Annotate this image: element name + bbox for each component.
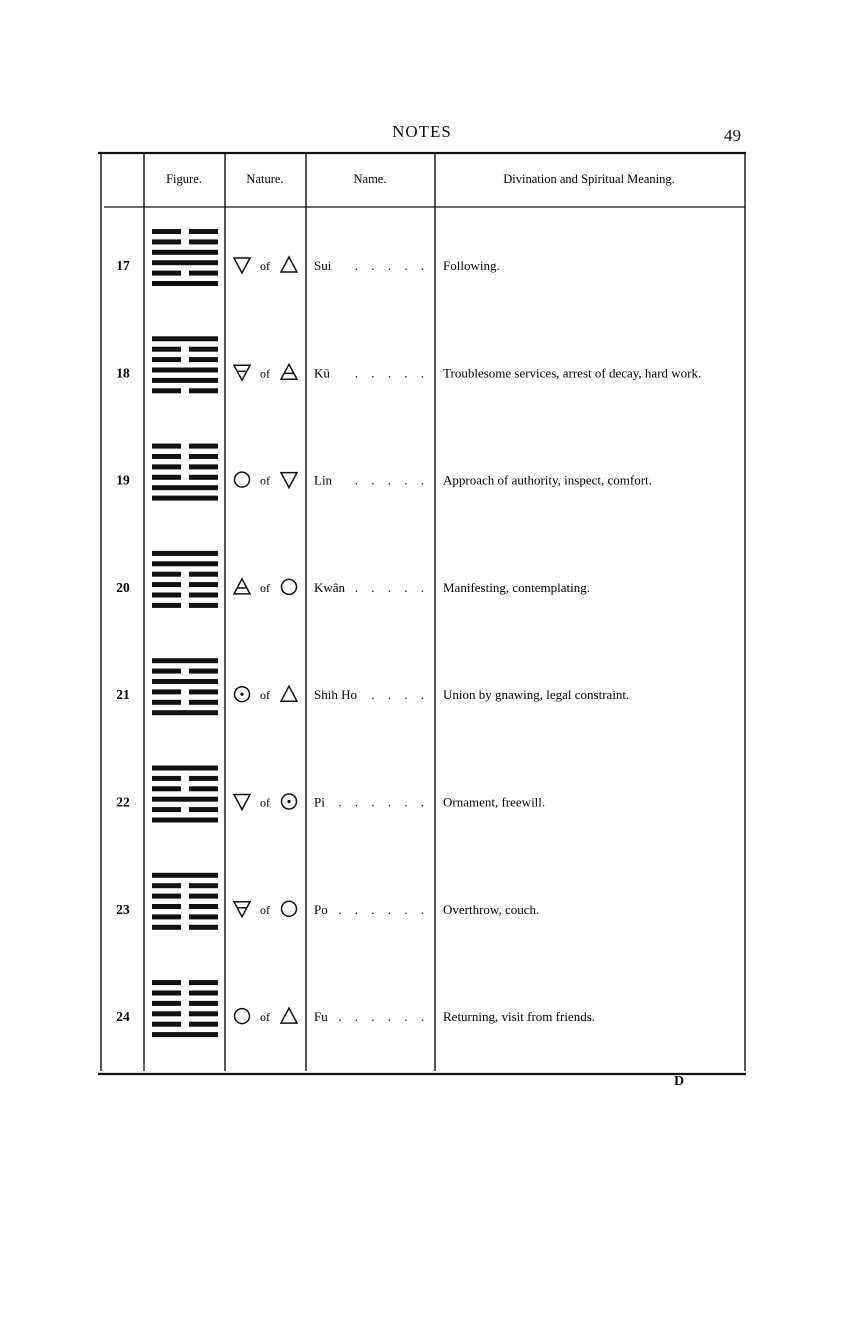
- broken-line-left: [152, 239, 181, 244]
- solid-line: [152, 818, 218, 823]
- leader-dots: . . . .: [371, 687, 429, 703]
- sun-symbol-icon: [282, 794, 297, 809]
- nature-of-label: of: [260, 580, 270, 595]
- broken-line-left: [152, 700, 181, 705]
- water-symbol-icon: [281, 473, 297, 488]
- hexagram-figure: [152, 980, 218, 1037]
- broken-line-left: [152, 669, 181, 674]
- solid-line: [152, 551, 218, 556]
- header-figure: Figure.: [166, 172, 202, 186]
- broken-line-right: [189, 669, 218, 674]
- header-meaning: Divination and Spiritual Meaning.: [503, 172, 675, 186]
- water-symbol-icon: [234, 795, 250, 810]
- table-row: [116, 873, 539, 930]
- earth-symbol-icon: [234, 902, 250, 917]
- broken-line-right: [189, 925, 218, 930]
- hexagram-figure: [152, 336, 218, 393]
- hexagram-name: Lin: [314, 472, 333, 488]
- fire-symbol-icon: [281, 257, 297, 272]
- solid-line: [152, 658, 218, 663]
- table-row: [116, 336, 701, 393]
- row-number: 17: [116, 258, 130, 273]
- broken-line-left: [152, 786, 181, 791]
- broken-line-left: [152, 347, 181, 352]
- hexagram-figure: [152, 873, 218, 930]
- row-number: 20: [116, 579, 130, 595]
- broken-line-left: [152, 1001, 181, 1006]
- header-nature: Nature.: [246, 172, 284, 186]
- hexagram-name: Kū: [314, 365, 330, 381]
- broken-line-left: [152, 271, 181, 276]
- broken-line-left: [152, 1011, 181, 1016]
- broken-line-left: [152, 464, 181, 469]
- broken-line-right: [189, 229, 218, 234]
- broken-line-left: [152, 776, 181, 781]
- broken-line-left: [152, 572, 181, 577]
- broken-line-left: [152, 689, 181, 694]
- broken-line-right: [189, 689, 218, 694]
- broken-line-right: [189, 388, 218, 393]
- solid-line: [152, 710, 218, 715]
- broken-line-right: [189, 1022, 218, 1027]
- broken-line-left: [152, 807, 181, 812]
- air-symbol-icon: [234, 579, 250, 594]
- row-number: 21: [116, 687, 130, 703]
- row-number: 22: [116, 794, 130, 810]
- hexagram-figure: [152, 444, 218, 501]
- broken-line-right: [189, 347, 218, 352]
- table-row: [116, 658, 629, 715]
- broken-line-left: [152, 229, 181, 234]
- leader-dots: . . . . . .: [338, 1009, 429, 1025]
- solid-line: [152, 250, 218, 255]
- hexagram-name: Kwân: [314, 579, 346, 595]
- broken-line-left: [152, 582, 181, 587]
- water-symbol-icon: [234, 258, 250, 273]
- hexagram-figure: [152, 229, 218, 286]
- divination-meaning: Troublesome services, arrest of decay, hard work.: [443, 365, 702, 381]
- circle-symbol-icon: [235, 1009, 250, 1024]
- broken-line-right: [189, 603, 218, 608]
- broken-line-right: [189, 475, 218, 480]
- leader-dots: . . . . .: [354, 472, 429, 488]
- hexagram-figure: [152, 551, 218, 608]
- solid-line: [152, 336, 218, 341]
- broken-line-right: [189, 1011, 218, 1016]
- circle-symbol-icon: [282, 579, 297, 594]
- table-rows: [116, 229, 701, 1037]
- broken-line-right: [189, 776, 218, 781]
- broken-line-right: [189, 239, 218, 244]
- table-row: [116, 444, 652, 501]
- broken-line-right: [189, 271, 218, 276]
- hexagram-name: Sui: [314, 258, 332, 273]
- nature-of-label: of: [260, 1010, 270, 1025]
- broken-line-right: [189, 807, 218, 812]
- table-row: [116, 980, 595, 1037]
- solid-line: [152, 260, 218, 265]
- leader-dots: . . . . . .: [338, 794, 429, 810]
- nature-of-label: of: [260, 688, 270, 703]
- broken-line-right: [189, 464, 218, 469]
- solid-line: [152, 281, 218, 286]
- solid-line: [152, 873, 218, 878]
- header-name: Name.: [353, 172, 387, 186]
- broken-line-right: [189, 582, 218, 587]
- row-number: 19: [116, 472, 130, 488]
- broken-line-left: [152, 1022, 181, 1027]
- earth-symbol-icon: [234, 365, 250, 380]
- broken-line-right: [189, 1001, 218, 1006]
- broken-line-right: [189, 904, 218, 909]
- air-symbol-icon: [281, 364, 297, 379]
- broken-line-right: [189, 593, 218, 598]
- broken-line-left: [152, 914, 181, 919]
- nature-of-label: of: [260, 473, 270, 488]
- hexagram-name: Fu: [314, 1009, 328, 1025]
- divination-meaning: Manifesting, contemplating.: [443, 579, 590, 595]
- divination-meaning: Approach of authority, inspect, comfort.: [443, 472, 652, 488]
- broken-line-right: [189, 444, 218, 449]
- fire-symbol-icon: [281, 686, 297, 701]
- broken-line-left: [152, 388, 181, 393]
- sun-symbol-icon: [235, 687, 250, 702]
- broken-line-right: [189, 357, 218, 362]
- nature-of-label: of: [260, 259, 270, 273]
- broken-line-left: [152, 357, 181, 362]
- divination-meaning: Overthrow, couch.: [443, 901, 540, 917]
- broken-line-right: [189, 980, 218, 985]
- row-number: 23: [116, 901, 130, 917]
- nature-of-label: of: [260, 366, 270, 381]
- solid-line: [152, 485, 218, 490]
- circle-symbol-icon: [235, 472, 250, 487]
- solid-line: [152, 766, 218, 771]
- solid-line: [152, 679, 218, 684]
- solid-line: [152, 561, 218, 566]
- broken-line-right: [189, 883, 218, 888]
- row-number: 18: [116, 365, 130, 381]
- hexagram-figure: [152, 658, 218, 715]
- row-number: 24: [116, 1009, 130, 1025]
- page-number: 49: [724, 126, 741, 145]
- hexagram-figure: [152, 766, 218, 823]
- solid-line: [152, 797, 218, 802]
- solid-line: [152, 378, 218, 383]
- divination-meaning: Ornament, freewill.: [443, 794, 546, 810]
- table-row: [116, 551, 590, 608]
- running-title: NOTES: [392, 122, 452, 141]
- hexagram-name: Shih Ho: [314, 687, 357, 703]
- broken-line-left: [152, 894, 181, 899]
- table-row: [116, 229, 499, 286]
- broken-line-left: [152, 444, 181, 449]
- broken-line-right: [189, 786, 218, 791]
- broken-line-left: [152, 980, 181, 985]
- circle-symbol-icon: [282, 901, 297, 916]
- leader-dots: . . . . .: [354, 365, 429, 381]
- hexagram-name: Pi: [314, 794, 325, 810]
- nature-of-label: of: [260, 902, 270, 917]
- broken-line-right: [189, 572, 218, 577]
- broken-line-right: [189, 700, 218, 705]
- broken-line-left: [152, 475, 181, 480]
- divination-meaning: Returning, visit from friends.: [443, 1009, 596, 1025]
- fire-symbol-icon: [281, 1008, 297, 1023]
- leader-dots: . . . . . .: [338, 901, 429, 917]
- hexagram-name: Po: [314, 901, 328, 917]
- solid-line: [152, 368, 218, 373]
- nature-of-label: of: [260, 795, 270, 810]
- leader-dots: . . . . .: [354, 258, 429, 273]
- divination-meaning: Union by gnawing, legal constraint.: [443, 687, 630, 703]
- broken-line-left: [152, 991, 181, 996]
- leader-dots: . . . . .: [354, 579, 429, 595]
- table-row: [116, 766, 545, 823]
- broken-line-left: [152, 883, 181, 888]
- divination-meaning: Following.: [443, 258, 500, 273]
- table-rules: [98, 153, 746, 1074]
- broken-line-right: [189, 894, 218, 899]
- broken-line-right: [189, 914, 218, 919]
- broken-line-left: [152, 593, 181, 598]
- broken-line-left: [152, 603, 181, 608]
- signature-mark: D: [674, 1074, 685, 1089]
- solid-line: [152, 1032, 218, 1037]
- broken-line-left: [152, 904, 181, 909]
- solid-line: [152, 496, 218, 501]
- broken-line-right: [189, 991, 218, 996]
- broken-line-right: [189, 454, 218, 459]
- broken-line-left: [152, 925, 181, 930]
- broken-line-left: [152, 454, 181, 459]
